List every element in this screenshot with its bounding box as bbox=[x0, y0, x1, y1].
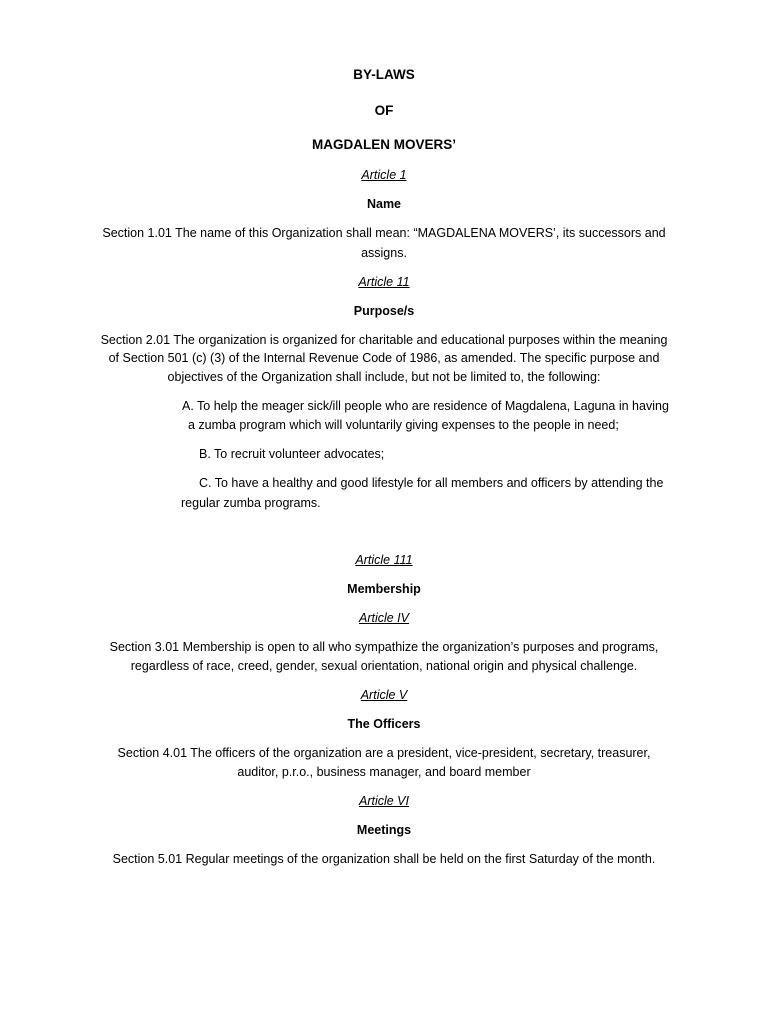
section-1-01-text-cont: assigns. bbox=[361, 246, 407, 260]
section-2-01-text: Section 2.01 The organization is organized for charitable and educational purposes within the meaning bbox=[100, 333, 668, 347]
section-3-01-text-cont: regardless of race, creed, gender, sexual orientation, national origin and physical challenge. bbox=[130, 659, 638, 673]
article-111-heading: Membership bbox=[347, 582, 421, 596]
article-iv-label: Article IV bbox=[358, 611, 409, 625]
document-title: BY-LAWS bbox=[353, 67, 415, 82]
purpose-item-a: A. To help the meager sick/ill people who are residence of Magdalena, Laguna in having bbox=[182, 399, 669, 413]
section-4-01-text-cont: auditor, p.r.o., business manager, and board member bbox=[237, 765, 531, 779]
purpose-item-c-cont: regular zumba programs. bbox=[181, 496, 321, 510]
purpose-item-b: B. To recruit volunteer advocates; bbox=[199, 447, 385, 461]
section-1-01-text: Section 1.01 The name of this Organization shall mean: “MAGDALENA MOVERS’, its successors and bbox=[102, 226, 666, 240]
document-title-of: OF bbox=[374, 103, 394, 118]
article-v-heading: The Officers bbox=[347, 717, 421, 731]
article-vi-label: Article VI bbox=[358, 794, 409, 808]
section-2-01-text-cont-2: objectives of the Organization shall include, but not be limited to, the following: bbox=[167, 370, 601, 384]
purpose-item-a-cont: a zumba program which will voluntarily giving expenses to the people in need; bbox=[188, 418, 619, 432]
article-111-label: Article 111 bbox=[355, 553, 413, 567]
article-1-label: Article 1 bbox=[361, 168, 407, 182]
section-5-01-text: Section 5.01 Regular meetings of the organization shall be held on the first Saturday of the month. bbox=[112, 852, 656, 866]
article-11-heading: Purpose/s bbox=[353, 304, 415, 318]
section-3-01-text: Section 3.01 Membership is open to all who sympathize the organization’s purposes and programs, bbox=[109, 640, 659, 654]
purpose-item-c: C. To have a healthy and good lifestyle for all members and officers by attending the bbox=[199, 476, 664, 490]
section-2-01-text-cont: of Section 501 (c) (3) of the Internal Revenue Code of 1986, as amended. The specific purpose and bbox=[108, 351, 660, 365]
article-1-heading: Name bbox=[366, 197, 402, 211]
article-v-label: Article V bbox=[360, 688, 408, 702]
article-11-label: Article 11 bbox=[358, 275, 410, 289]
section-4-01-text: Section 4.01 The officers of the organization are a president, vice-president, secretary, treasurer, bbox=[117, 746, 651, 760]
organization-name-title: MAGDALEN MOVERS’ bbox=[311, 137, 456, 152]
article-vi-heading: Meetings bbox=[356, 823, 412, 837]
